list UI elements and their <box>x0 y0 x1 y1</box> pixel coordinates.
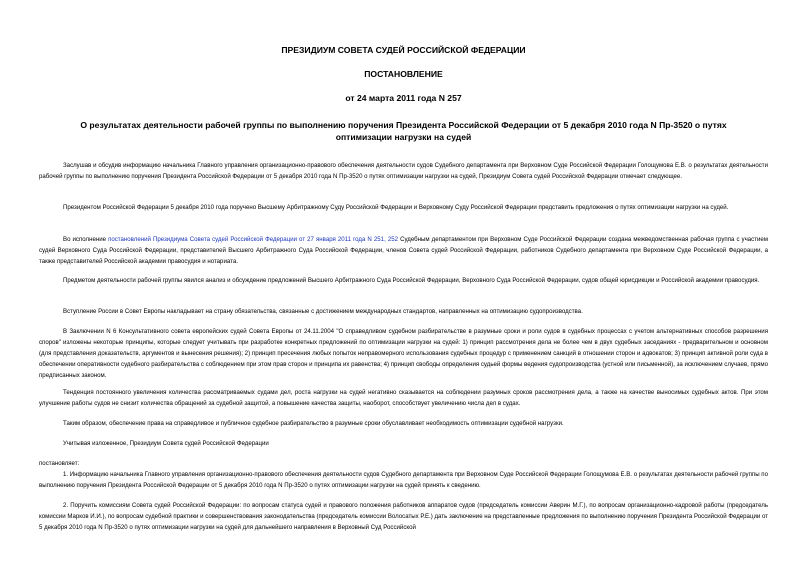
paragraph-conclusion: Таким образом, обеспечение права на справедливое и публичное судебное разбирательство в разумные сроки обуславливает необходимость оптимизации судебной нагрузки. <box>63 420 564 427</box>
paragraph-considering: Учитывая изложенное, Президиум Совета судей Российской Федерации <box>63 440 269 447</box>
paragraph-working-group-rest: Судебным департаментом при Верховном Суде Российской Федерации создана межведомственная рабочая группа с участием судей Верховного Суда Российской Федерации, представителей Высшего Арбитражного Суда Российской Федерации, членов Совета судей Российской Федерации, работников Судебного департамента при Верховном Суде Российской Федерации, а также представителей Российской академии правосудия и нотариата. <box>39 236 768 265</box>
presidium-resolutions-link[interactable]: постановлений Президиума Совета судей Российской Федерации от 27 января 2011 года N 251, 252 <box>108 236 398 243</box>
resolution-item-2: 2. Поручить комиссиям Совета судей Российской Федерации: по вопросам статуса судей и правового положения работников аппаратов судов (председатель комиссии Аверин М.Г.), по вопросам организационно-кадровой работы (председатель комиссии Марков И.И.), по вопросам судебной практики и совершенствования законодательства (председатель комиссии Волосатых Р.Е.) дать заключение на представленные предложения по выполнению поручения Президента Российской Федерации от 5 декабря 2010 года N Пр-3520 о путях оптимизации нагрузки на судей для дальнейшего направления в Верховный Суд Российской <box>39 502 768 531</box>
document-date: от 24 марта 2011 года N 257 <box>345 93 462 103</box>
paragraph-working-group <box>39 234 768 267</box>
paragraph-council-of-europe: Вступление России в Совет Европы накладывает на страну обязательства, связанные с достижением международных стандартов, направленных на оптимизацию судопроизводства. <box>63 308 583 315</box>
resolution-item-1: 1. Информацию начальника Главного управления организационно-правового обеспечения деятельности судов Судебного департамента при Верховном Суде Российской Федерации Голощумова Е.В. о результатах деятельности рабочей группы по выполнению поручения Президента Российской Федерации от 5 декабря 2010 года N Пр-3520 о путях оптимизации нагрузки на судей принять к сведению. <box>39 471 768 489</box>
paragraph-intro: Заслушав и обсудив информацию начальника Главного управления организационно-правового обеспечения деятельности судов Судебного департамента при Верховном Суде Российской Федерации Голощумова Е.В. о результатах деятельности рабочей группы по выполнению поручения Президента Российской Федерации от 5 декабря 2010 года N Пр-3520 о путях оптимизации нагрузки на судей, Президиум Совета судей Российской Федерации отмечает следующее. <box>39 162 768 180</box>
paragraph-workload-trend: Тенденция постоянного увеличения количества рассматриваемых судами дел, роста нагрузки на судей негативно сказывается на соблюдении разумных сроков рассмотрения дела, а также на качестве выносимых судебных актов. При этом улучшение работы судов не снизит количества обращений за судебной защитой, а повышение качества защиты, наоборот, способствует увеличению числа дел в судах. <box>39 389 768 407</box>
paragraph-subject: Предметом деятельности рабочей группы явился анализ и обсуждение предложений Высшего Арбитражного Суда Российской Федерации, Верховного Суда Российской Федерации, судов общей юрисдикции и Российской академии правосудия. <box>63 277 760 284</box>
document-title: О результатах деятельности рабочей группы по выполнению поручения Президента Российской Федерации от 5 декабря 2010 года N Пр-3520 о путях оптимизации нагрузки на судей <box>80 120 727 142</box>
document-type-heading: ПОСТАНОВЛЕНИЕ <box>364 69 443 79</box>
paragraph-presidential-order: Президентом Российской Федерации 5 декабря 2010 года поручено Высшему Арбитражному Суду Российской Федерации и Верховному Суду Российской Федерации представить предложения о путях оптимизации нагрузки на судей. <box>63 204 729 211</box>
paragraph-resolves: постановляет: <box>39 460 80 467</box>
issuer-heading: ПРЕЗИДИУМ СОВЕТА СУДЕЙ РОССИЙСКОЙ ФЕДЕРАЦИИ <box>281 45 526 55</box>
paragraph-ccje-opinion: В Заключении N 6 Консультативного совета европейских судей Совета Европы от 24.11.2004 "О справедливом судебном разбирательстве в разумные сроки и роли судов в судебных процессах с учетом альтернативных способов разрешения споров" изложены некоторые принципы, которые следует учитывать при разработке конкретных предложений по оптимизации нагрузки на судей: 1) принцип рассмотрения дела не более чем в двух судебных заседаниях - предварительном и основном (для представления доказательств, аргументов и вынесения решения); 2) принцип пресечения любых попыток неправомерного использования судебных процедур с применением санкций в отношении сторон и адвокатов; 3) принцип активной роли суда в обеспечении оперативности судебного разбирательства с соблюдением при этом прав сторон и принципа их равенства; 4) принцип свободы определения судьей формы ведения судопроизводства (устной или письменной), за исключением случаев, прямо предписанных законом. <box>39 328 768 379</box>
paragraph-working-group-lead: Во исполнение <box>63 236 109 243</box>
